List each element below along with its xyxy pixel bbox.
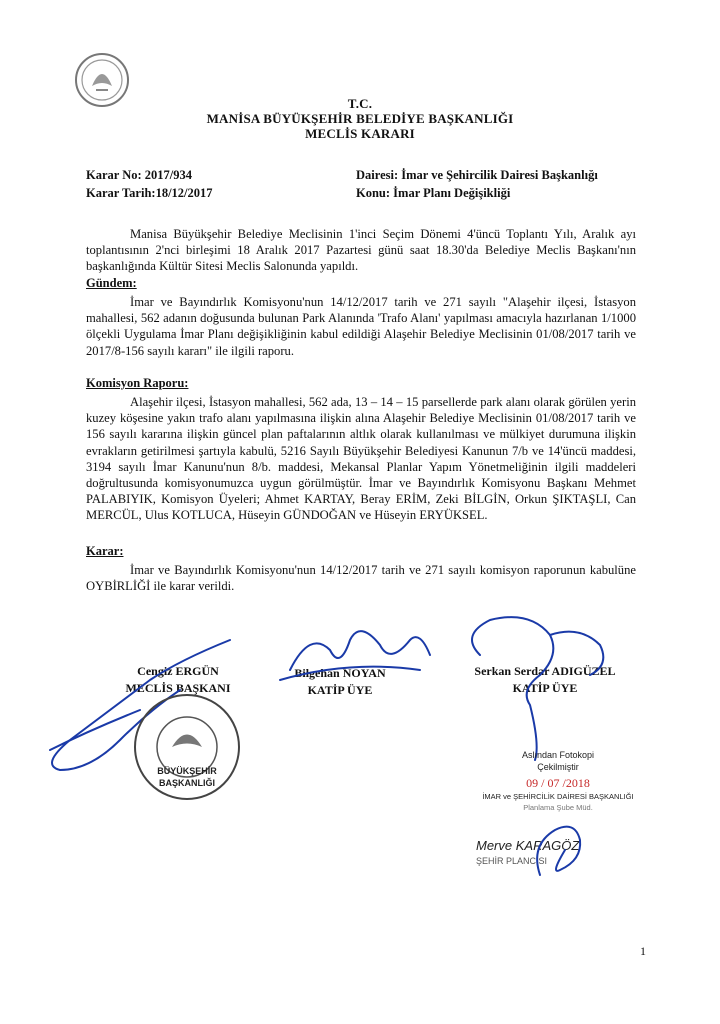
- commission-paragraph: Alaşehir ilçesi, İstasyon mahallesi, 562 ada, 13 – 14 – 15 parsellerde park alanı olarak görülen yerin kuzey köşesine yakın trafo alanı yapılmasına ilişkin alına Alaşehir Belediye Meclisinin 01/08/2017 tarih ve 156 sayılı kararına ilişkin güncel plan paftalarının altlık olarak kullanılması ve mülkiyet durumuna ilişkin evrakların getirilmesi şartıyla kabulü, 5216 Sayılı Büyükşehir Belediyesi Kanunun 7/b ve 14'üncü maddesi, 3194 sayılı İmar Kanunu'nun 8/b. maddesi, Mekansal Planlar Yapım Yönetmeliğinin ilgili maddeleri doğrultusunda komisyonumuzca uygun görülmüştür. İmar ve Bayındırlık Komisyonu Başkanı Mehmet PALABIYIK, Komisyon Üyeleri; Ahmet KARTAY, Beray ERİM, Zeki BİLGİN, Orkun ŞIKTAŞLI, Can MERCÜL, Ulus KOTLUCA, Hüseyin GÜNDOĞAN ve Hüseyin ERYÜKSEL.: [86, 395, 636, 523]
- signature-title-clerk-2: KATİP ÜYE: [512, 681, 578, 695]
- decision-date: Karar Tarih:18/12/2017: [86, 186, 213, 200]
- decision-number: Karar No: 2017/934: [86, 168, 193, 182]
- department: Dairesi: İmar ve Şehircilik Dairesi Başkanlığı: [356, 168, 598, 182]
- decision-heading: Karar:: [86, 544, 124, 558]
- signature-name-chair: Cengiz ERGÜN: [137, 664, 219, 678]
- header-institution: MANİSA BÜYÜKŞEHİR BELEDİYE BAŞKANLIĞI: [206, 111, 514, 126]
- page-number: 1: [640, 944, 646, 958]
- certifier-title: ŞEHİR PLANCISI: [476, 856, 548, 866]
- handwritten-signature-clerk-1: [270, 610, 440, 700]
- certification-department: İMAR ve ŞEHİRCİLİK DAİRESİ BAŞKANLIĞI: [482, 792, 634, 801]
- seal-text-top: BÜYÜKŞEHİR: [157, 766, 217, 776]
- certification-unit: Planlama Şube Müd.: [523, 803, 593, 812]
- header-doc-type: MECLİS KARARI: [305, 126, 415, 141]
- handwritten-signature-certifier: [520, 815, 600, 885]
- certification-date: 09 / 07 /2018: [526, 776, 590, 790]
- seal-text-bottom: BAŞKANLIĞI: [159, 778, 215, 788]
- signature-name-clerk-1: Bilgehan NOYAN: [294, 666, 386, 680]
- intro-paragraph: Manisa Büyükşehir Belediye Meclisinin 1'inci Seçim Dönemi 4'üncü Toplantı Yılı, Aralık ayı toplantısının 2'nci birleşimi 18 Aralık 2017 Pazartesi günü saat 18.30'da Belediye Meclis Başkanı'nın başkanlığında Kültür Sitesi Meclis Salonunda yapıldı.: [86, 227, 636, 274]
- official-seal: [132, 692, 242, 802]
- commission-heading: Komisyon Raporu:: [86, 376, 189, 390]
- signature-title-clerk-1: KATİP ÜYE: [307, 683, 373, 697]
- header-country: T.C.: [347, 96, 373, 111]
- certification-line-1: Aslından Fotokopi: [521, 750, 595, 760]
- decision-paragraph: İmar ve Bayındırlık Komisyonu'nun 14/12/2017 tarih ve 271 sayılı komisyon raporunun kabulüne OYBİRLİĞİ ile karar verildi.: [86, 563, 636, 594]
- certification-line-2: Çekilmiştir: [537, 762, 579, 772]
- subject: Konu: İmar Planı Değişikliği: [356, 186, 511, 200]
- signature-title-chair: MECLİS BAŞKANI: [125, 681, 231, 695]
- certifier-name: Merve KARAGÖZ: [476, 838, 580, 853]
- agenda-heading: Gündem:: [86, 276, 137, 290]
- signature-name-clerk-2: Serkan Serdar ADIGÜZEL: [474, 664, 616, 678]
- handwritten-signature-clerk-2: [450, 605, 640, 765]
- agenda-paragraph: İmar ve Bayındırlık Komisyonu'nun 14/12/2017 tarih ve 271 sayılı "Alaşehir ilçesi, İstasyon mahallesi, 562 adanın doğusunda bulunan Park Alanında 'Trafo Alanı' yapılması amacıyla hazırlanan 1/1000 ölçekli Uygulama İmar Planı değişikliğinin kabul edildiği Alaşehir Belediye Meclisinin 01/08/2017 tarih ve 2017/8-156 sayılı kararı" ile ilgili raporu.: [86, 295, 636, 358]
